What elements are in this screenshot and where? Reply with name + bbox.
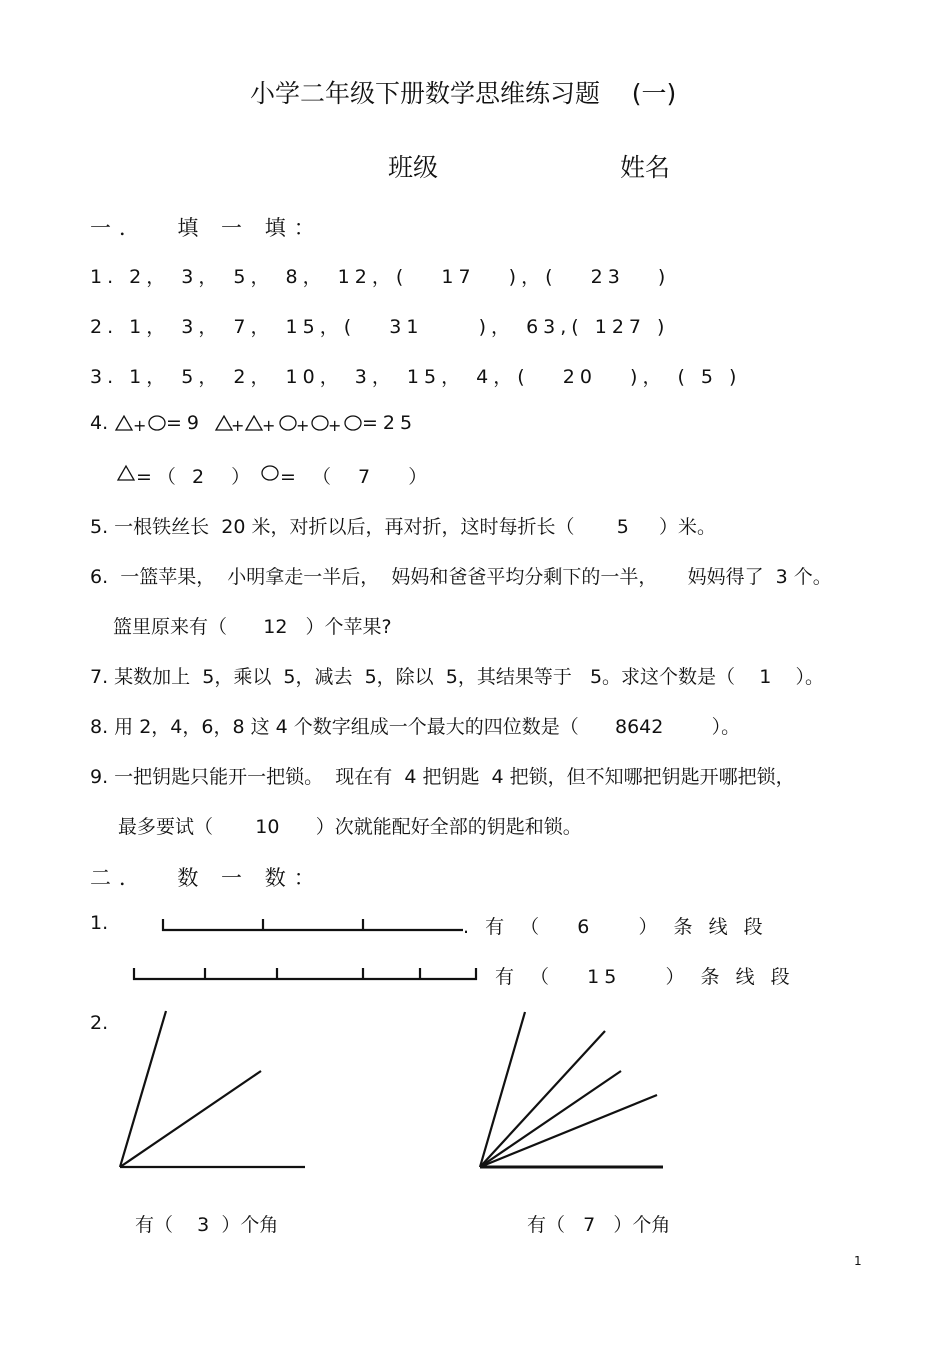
angle-figure-right bbox=[480, 1012, 663, 1167]
question-4-circle-answer: = （ 7 ） bbox=[280, 466, 433, 488]
circle-icon bbox=[312, 416, 328, 430]
circle-icon bbox=[149, 416, 165, 430]
triangle-icon bbox=[116, 416, 132, 430]
q4-shapes-line2 bbox=[118, 466, 278, 480]
question-1: 1. 2， 3， 5， 8， 12，( 17 )，( 23 ) bbox=[90, 266, 671, 288]
plus-icon: + bbox=[231, 416, 245, 435]
question-4-number: 4. bbox=[90, 412, 109, 434]
question-8: 8. 用 2，4，6，8 这 4 个数字组成一个最大的四位数是（ 8642 ）。 bbox=[90, 716, 741, 738]
q4-shapes-line1 bbox=[116, 416, 361, 435]
count-question-2-answer-left: 有（ 3 ）个角 bbox=[135, 1214, 279, 1236]
question-6-line2: 篮里原来有（ 12 ）个苹果? bbox=[113, 616, 392, 638]
triangle-icon bbox=[118, 466, 134, 480]
segment-figure-1 bbox=[162, 919, 463, 931]
circle-icon bbox=[262, 466, 278, 480]
question-6-line1: 6. 一篮苹果， 小明拿走一半后， 妈妈和爸爸平均分剩下的一半， 妈妈得了 3 个。 bbox=[90, 566, 832, 588]
question-4-triangle-answer: =（ 2 ） bbox=[136, 466, 256, 488]
ray bbox=[120, 1071, 261, 1167]
name-label: 姓名 bbox=[620, 153, 671, 182]
plus-icon: + bbox=[262, 416, 276, 435]
plus-icon: + bbox=[133, 416, 147, 435]
question-4-eq1-result: =9 bbox=[166, 412, 205, 434]
plus-icon: + bbox=[328, 416, 342, 435]
count-question-1-answer-a: . 有 （ 6 ） 条 线 段 bbox=[463, 916, 768, 938]
count-question-1-number: 1. bbox=[90, 912, 109, 934]
section-heading-count: 二． 数 一 数： bbox=[90, 866, 323, 890]
question-5: 5. 一根铁丝长 20 米，对折以后，再对折，这时每折长（ 5 ）米。 bbox=[90, 516, 717, 538]
circle-icon bbox=[280, 416, 296, 430]
triangle-icon bbox=[246, 416, 262, 430]
section-heading-fill: 一． 填 一 填： bbox=[90, 216, 323, 240]
angle-figure-left bbox=[120, 1011, 305, 1167]
count-question-1-answer-b: 有 （ 15 ） 条 线 段 bbox=[495, 966, 795, 988]
circle-icon bbox=[345, 416, 361, 430]
class-label: 班级 bbox=[388, 153, 439, 182]
plus-icon: + bbox=[296, 416, 310, 435]
ray bbox=[120, 1011, 166, 1167]
count-question-2-number: 2. bbox=[90, 1012, 109, 1034]
page-title: 小学二年级下册数学思维练习题 (一) bbox=[250, 79, 677, 108]
segment-figure-2 bbox=[133, 968, 477, 980]
question-3: 3. 1， 5， 2， 10， 3， 15， 4，( 20 )， ( 5 ) bbox=[90, 366, 742, 388]
question-9-line1: 9. 一把钥匙只能开一把锁。 现在有 4 把钥匙 4 把锁，但不知哪把钥匙开哪把锁， bbox=[90, 766, 795, 788]
page-number: 1 bbox=[854, 1254, 862, 1268]
count-question-2-answer-right: 有（ 7 ）个角 bbox=[527, 1214, 671, 1236]
triangle-icon bbox=[216, 416, 232, 430]
question-9-line2: 最多要试（ 10 ）次就能配好全部的钥匙和锁。 bbox=[118, 816, 582, 838]
question-4-eq2-result: =25 bbox=[362, 412, 418, 434]
question-7: 7. 某数加上 5，乘以 5，减去 5，除以 5，其结果等于 5。求这个数是（ 1 ）。 bbox=[90, 666, 824, 688]
question-2: 2. 1， 3， 7， 15，( 31 )， 63,( 127 ) bbox=[90, 316, 670, 338]
